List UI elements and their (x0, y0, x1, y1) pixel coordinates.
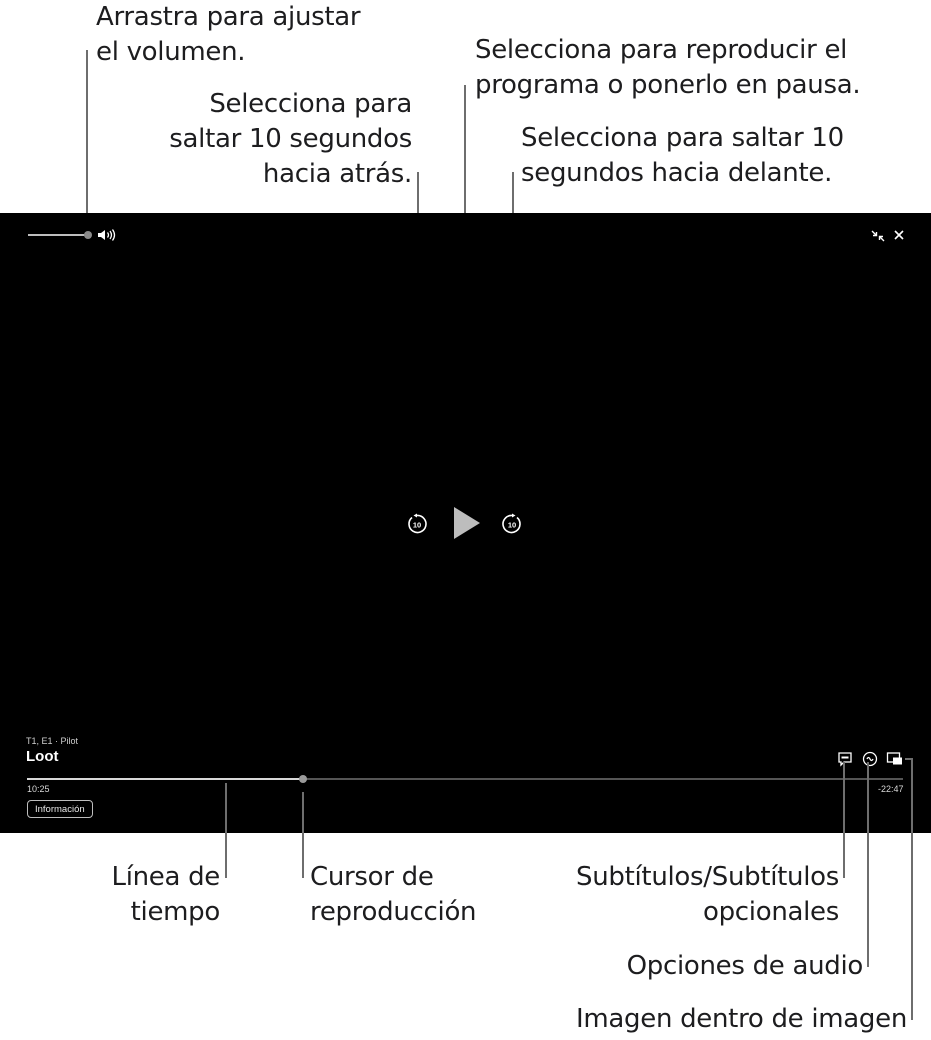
callout-line: Opciones de audio (626, 951, 863, 981)
callout-line: Subtítulos/Subtítulos (576, 862, 839, 892)
callout-skip-forward (521, 121, 844, 191)
show-title: Loot (26, 748, 59, 765)
callout-line: segundos hacia delante. (521, 158, 833, 188)
playhead[interactable] (299, 775, 307, 783)
close-icon[interactable] (893, 228, 905, 242)
skip-forward-button[interactable] (501, 513, 523, 540)
skip-back-label: 10 (412, 520, 422, 530)
callout-volume (96, 0, 360, 70)
callout-line: Selecciona para saltar 10 (521, 123, 844, 153)
elapsed-time: 10:25 (27, 784, 50, 794)
callout-line: tiempo (130, 897, 220, 927)
callout-line: Selecciona para (209, 89, 412, 119)
leader-playhead (302, 792, 304, 878)
callout-playhead (310, 860, 476, 930)
episode-subtitle: T1, E1 · Pilot (26, 736, 79, 746)
leader-volume (86, 50, 88, 231)
remaining-time: -22:47 (878, 784, 904, 794)
video-player[interactable] (0, 213, 931, 833)
callout-timeline (112, 860, 220, 930)
subtitles-icon[interactable] (837, 751, 853, 767)
leader-timeline (225, 783, 227, 878)
callout-line: Imagen dentro de imagen (576, 1004, 907, 1034)
skip-back-button[interactable] (406, 513, 428, 540)
leader-audio (867, 762, 869, 967)
leader-subtitles (843, 762, 845, 878)
volume-slider-knob[interactable] (84, 231, 92, 239)
audio-options-icon[interactable] (862, 751, 878, 767)
callout-skip-back (169, 87, 412, 192)
callout-line: saltar 10 segundos (169, 124, 412, 154)
callout-line: reproducción (310, 897, 477, 927)
callout-line: el volumen. (96, 37, 246, 67)
timeline[interactable] (27, 778, 903, 780)
volume-slider-track[interactable] (28, 234, 86, 236)
callout-line: Línea de (111, 862, 220, 892)
leader-pip-stub (905, 758, 913, 760)
info-button[interactable]: Información (27, 800, 93, 818)
callout-line: opcionales (702, 897, 839, 927)
callout-play-pause (475, 33, 860, 103)
callout-line: Cursor de (310, 862, 434, 892)
callout-audio (627, 949, 863, 984)
callout-line: programa o ponerlo en pausa. (475, 70, 861, 100)
exit-fullscreen-icon[interactable] (870, 229, 886, 243)
callout-subtitles (576, 860, 839, 930)
skip-forward-icon (501, 513, 523, 535)
picture-in-picture-icon[interactable] (886, 751, 904, 767)
volume-icon[interactable] (97, 228, 117, 242)
leader-pip (911, 758, 913, 1020)
skip-forward-label: 10 (507, 520, 517, 530)
callout-line: Selecciona para reproducir el (475, 35, 848, 65)
callout-line: Arrastra para ajustar (96, 2, 361, 32)
timeline-progress (27, 778, 303, 780)
callout-pip (576, 1002, 907, 1037)
callout-line: hacia atrás. (262, 159, 412, 189)
skip-back-icon (406, 513, 428, 535)
play-icon[interactable] (451, 505, 481, 541)
